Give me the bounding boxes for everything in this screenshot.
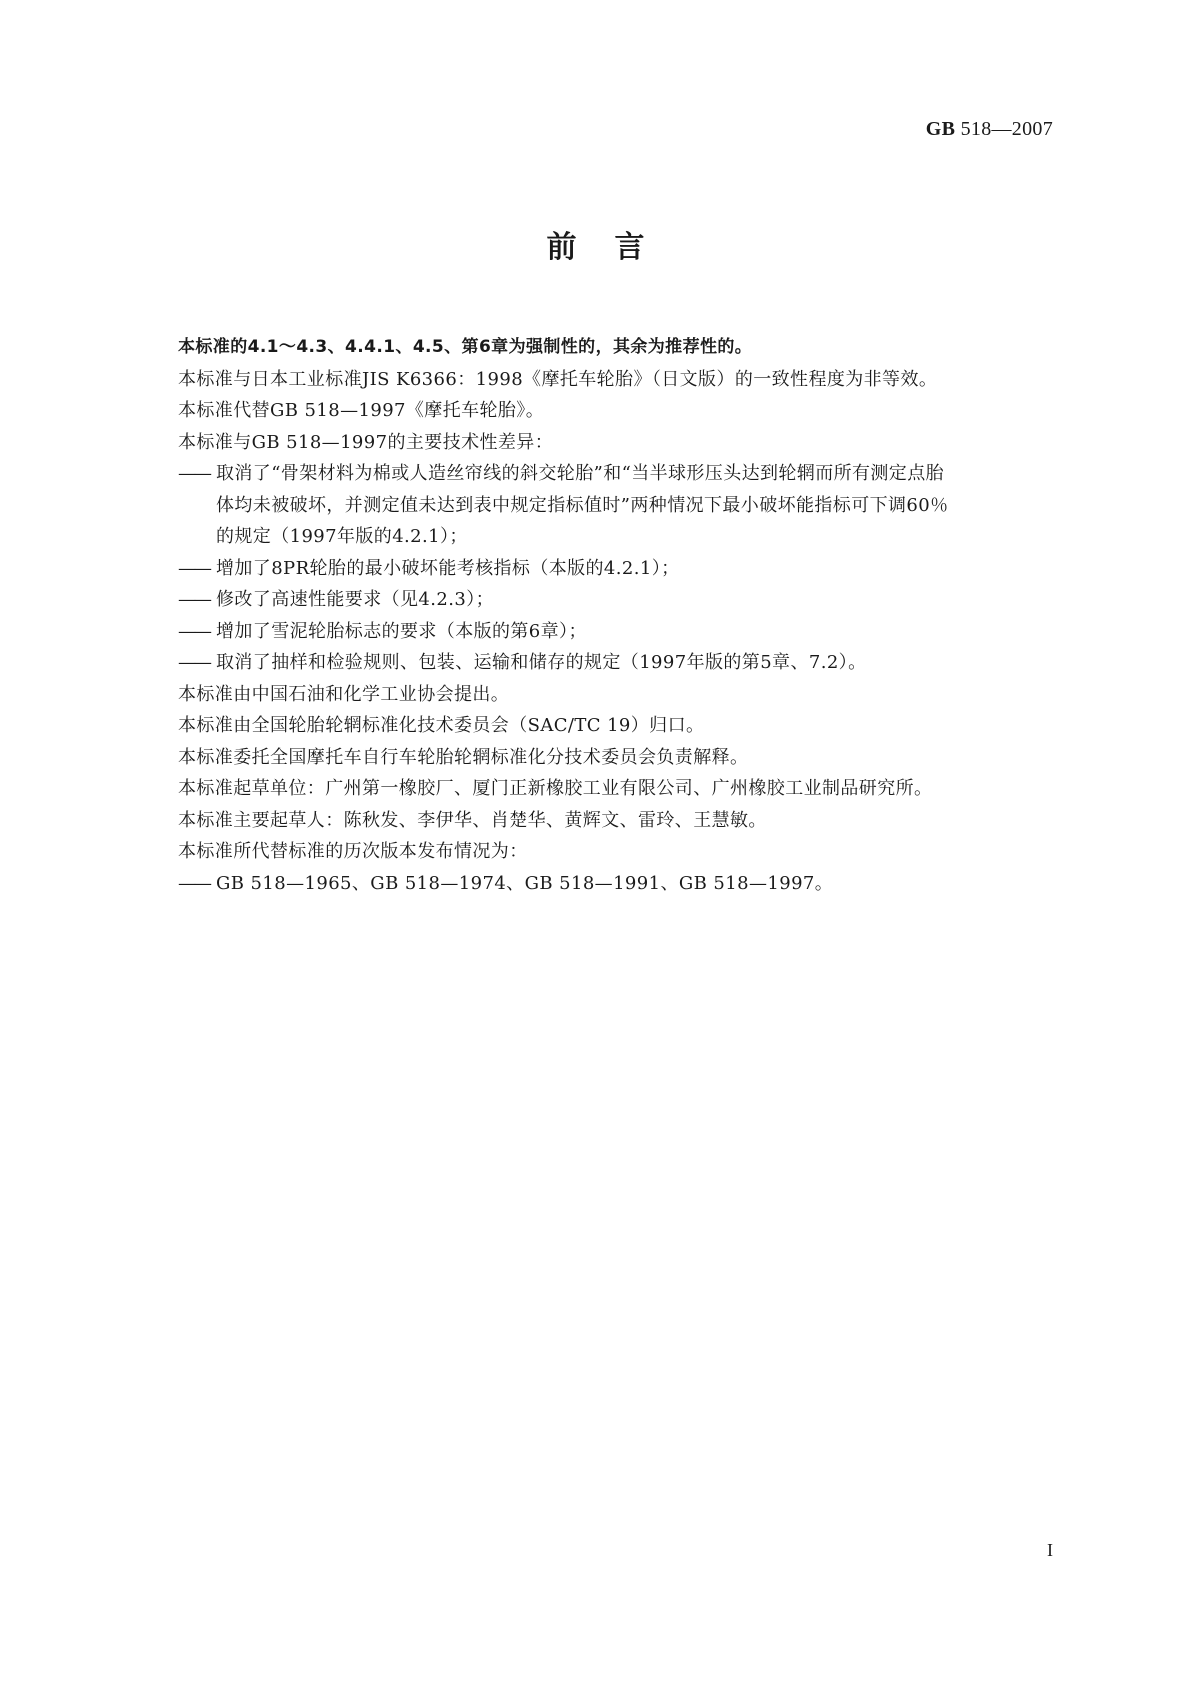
dash-mark: —— [178, 589, 210, 610]
list-item [178, 616, 1058, 648]
list-item [178, 553, 1058, 585]
differences-list [178, 458, 1058, 679]
list-item-line: 修改了高速性能要求（见4.2.3）； [216, 589, 494, 610]
dash-mark: —— [178, 463, 210, 484]
list-item-line: 取消了“骨架材料为棉或人造丝帘线的斜交轮胎”和“当半球形压头达到轮辋而所有测定点胎 [216, 463, 945, 484]
centralized-statement: 本标准由全国轮胎轮辋标准化技术委员会（SAC/TC 19）归口。 [178, 715, 705, 736]
body-text [178, 332, 1058, 899]
dash-mark: —— [178, 620, 210, 642]
list-item-line: 取消了抽样和检验规则、包装、运输和储存的规定（1997年版的第5章、7.2）。 [216, 652, 867, 673]
replacement-statement: 本标准代替GB 518—1997《摩托车轮胎》。 [178, 400, 545, 421]
mandatory-statement: 本标准的4.1～4.3、4.4.1、4.5、第6章为强制性的，其余为推荐性的。 [178, 337, 753, 357]
list-item [178, 647, 1058, 679]
list-item-line: 增加了8PR轮胎的最小破坏能考核指标（本版的4.2.1）； [216, 557, 680, 579]
interpretation-statement: 本标准委托全国摩托车自行车轮胎轮辋标准化分技术委员会负责解释。 [178, 746, 749, 768]
list-item [178, 584, 1058, 616]
list-item-line: 增加了雪泥轮胎标志的要求（本版的第6章）； [216, 620, 587, 642]
document-code-number: 518—2007 [955, 118, 1053, 140]
list-item-line: 体均未被破坏，并测定值未达到表中规定指标值时”两种情况下最小破坏能指标可下调60％ [216, 494, 949, 516]
consistency-statement: 本标准与日本工业标准JIS K6366：1998《摩托车轮胎》（日文版）的一致性程度为非等效。 [178, 368, 938, 390]
dash-mark: —— [178, 652, 210, 673]
history-item [178, 868, 1058, 900]
main-drafters: 本标准主要起草人：陈秋发、李伊华、肖楚华、黄辉文、雷玲、王慧敏。 [178, 809, 767, 831]
proposer-statement: 本标准由中国石油和化学工业协会提出。 [178, 683, 510, 705]
document-code-prefix: GB [925, 118, 956, 140]
page-title: 前言 [546, 230, 683, 265]
history-intro: 本标准所代替标准的历次版本发布情况为： [178, 841, 528, 862]
dash-mark: —— [178, 872, 210, 894]
document-code [926, 118, 1053, 141]
list-item-line: 的规定（1997年版的4.2.1）； [216, 526, 468, 547]
history-versions: GB 518—1965、GB 518—1974、GB 518—1991、GB 518—1997。 [216, 872, 834, 894]
dash-mark: —— [178, 557, 210, 579]
drafting-units: 本标准起草单位：广州第一橡胶厂、厦门正新橡胶工业有限公司、广州橡胶工业制品研究所。 [178, 778, 933, 799]
list-item [178, 458, 1058, 553]
page-number: I [1047, 1540, 1053, 1560]
differences-intro: 本标准与GB 518—1997的主要技术性差异： [178, 431, 554, 453]
